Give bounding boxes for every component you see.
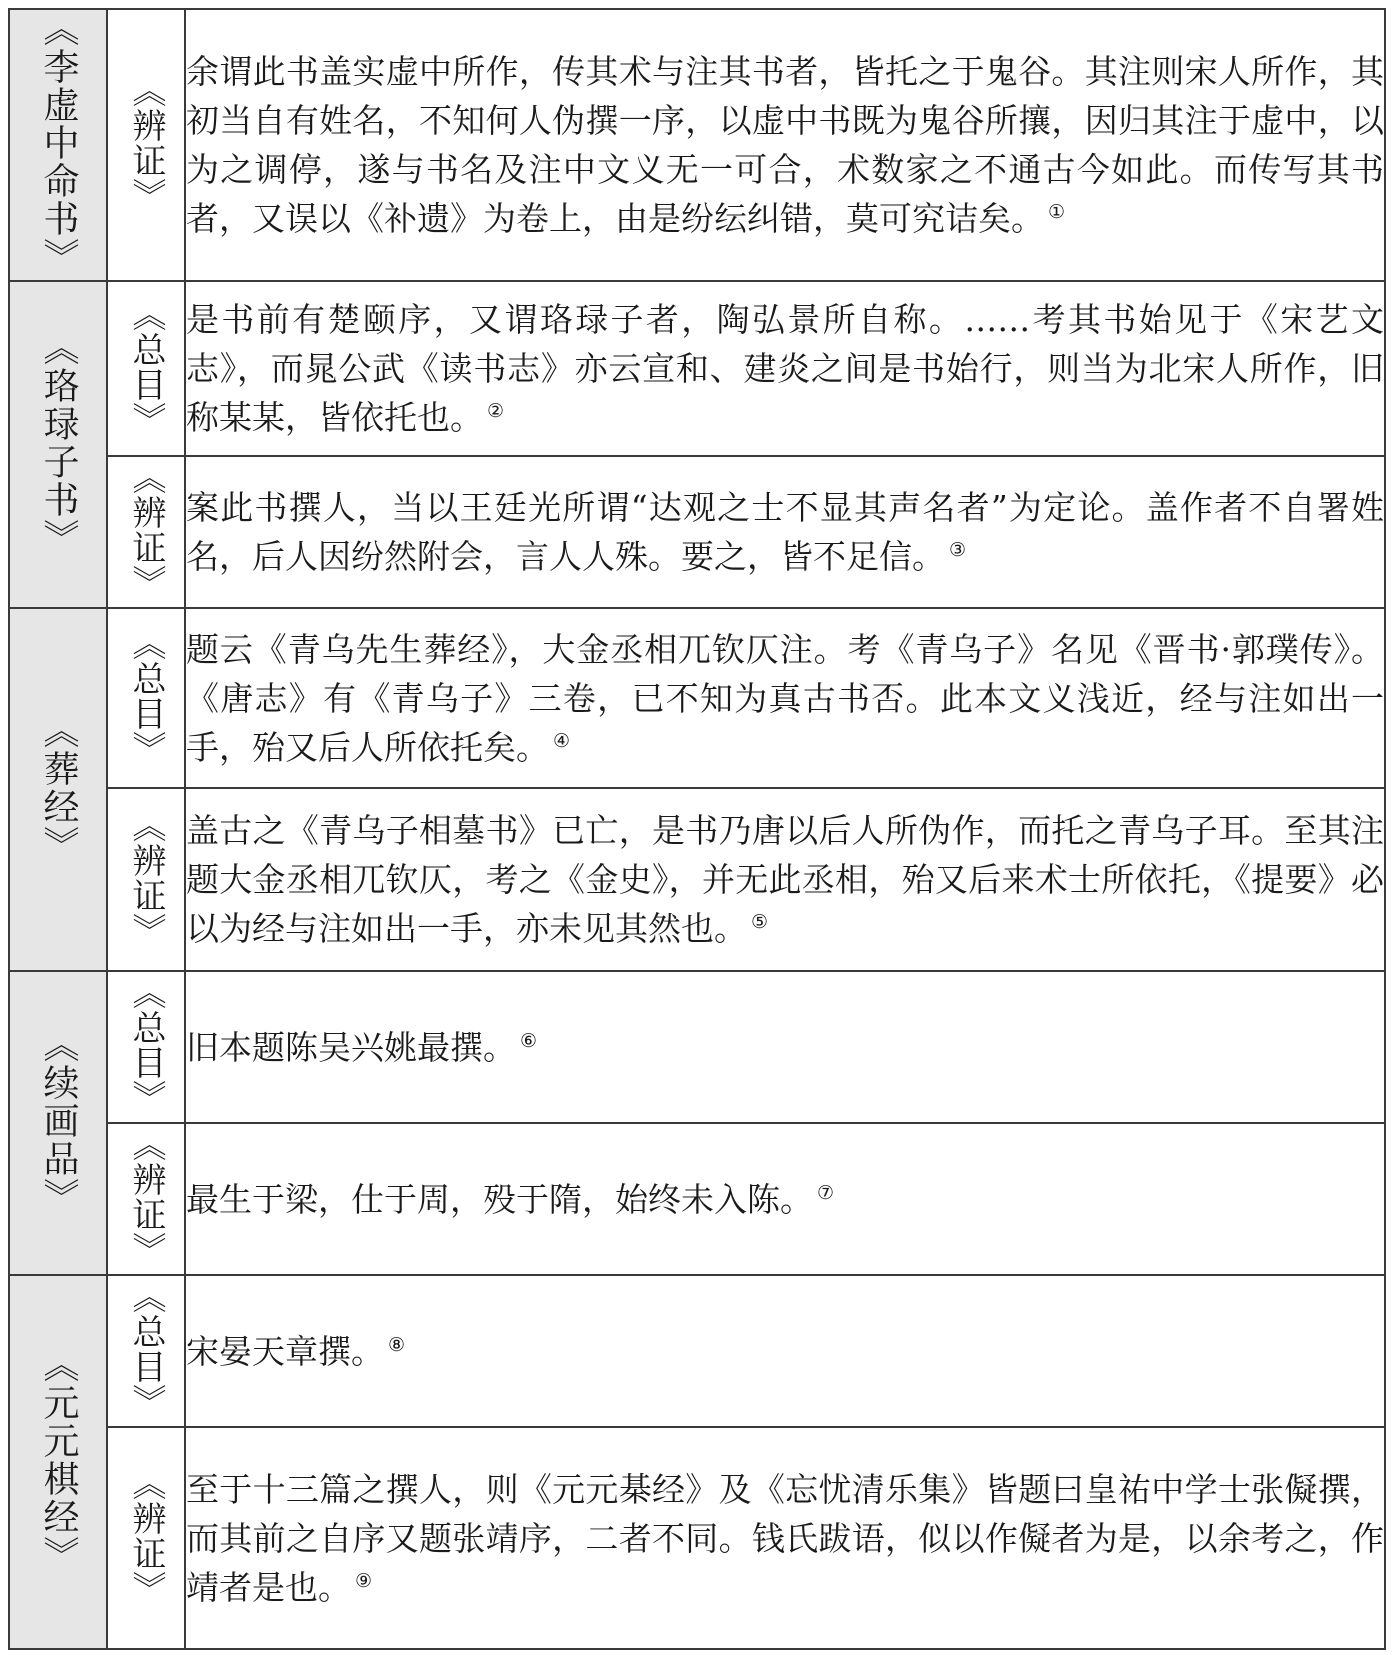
footnote-marker: ⑨ <box>355 1569 373 1592</box>
table-row <box>9 788 1385 971</box>
comparison-table <box>8 8 1386 1650</box>
book-title: 《李虚中命书》 <box>38 10 79 276</box>
quote-cell <box>185 281 1385 456</box>
footnote-marker: ① <box>1048 201 1066 223</box>
source-cell <box>107 971 185 1123</box>
book-title-cell <box>9 971 107 1275</box>
source-label: 《总目》 <box>126 975 166 1115</box>
quote-cell <box>185 1427 1385 1649</box>
book-title: 《元元棋经》 <box>38 1346 79 1574</box>
book-title-cell <box>9 608 107 971</box>
book-title-cell <box>9 9 107 281</box>
table-row <box>9 608 1385 788</box>
quote-text: 最生于梁，仕于周，殁于隋，始终未入陈。 <box>186 1179 813 1219</box>
source-label: 《辨证》 <box>126 73 166 213</box>
source-cell <box>107 456 185 608</box>
footnote-marker: ⑤ <box>751 911 769 933</box>
quote-text: 至于十三篇之撰人，则《元元棊经》及《忘忧清乐集》皆题曰皇祐中学士张儗撰，而其前之自序又题张靖序，二者不同。钱氏跋语，似以作儗者为是，以余考之，作靖者是也。 <box>186 1469 1384 1607</box>
quote-text: 宋晏天章撰。 <box>186 1331 384 1371</box>
book-title: 《续画品》 <box>38 1026 79 1216</box>
book-title: 《珞琭子书》 <box>38 328 79 557</box>
book-title: 《葬经》 <box>38 711 79 864</box>
quote-text: 案此书撰人，当以王廷光所谓“达观之士不显其声名者”为定论。盖作者不自署姓名，后人因纷然附会，言人人殊。要之，皆不足信。 <box>186 488 1384 576</box>
table-row <box>9 1123 1385 1275</box>
source-label: 《总目》 <box>126 296 166 437</box>
footnote-marker: ② <box>487 400 505 422</box>
table-row <box>9 1427 1385 1649</box>
source-cell <box>107 1427 185 1649</box>
source-label: 《总目》 <box>126 626 166 766</box>
quote-text: 盖古之《青乌子相墓书》已亡，是书乃唐以后人所伪作，而托之青乌子耳。至其注题大金丞相兀钦仄，考之《金史》，并无此丞相，殆又后来术士所依托，《提要》必以为经与注如出一手，亦未见其然也。 <box>186 811 1384 948</box>
quote-text: 余谓此书盖实虚中所作，传其术与注其书者，皆托之于鬼谷。其注则宋人所作，其初当自有姓名，不知何人伪撰一序，以虚中书既为鬼谷所攘，因归其注于虚中，以为之调停，遂与书名及注中文义无一可合，术数家之不通古今如此。而传写其书者，又误以《补遗》为卷上，由是纷纭纠错，莫可究诘矣。 <box>186 52 1384 238</box>
source-cell <box>107 1275 185 1427</box>
table-row <box>9 456 1385 608</box>
footnote-marker: ③ <box>949 539 967 561</box>
table-row <box>9 1275 1385 1427</box>
footnote-marker: ④ <box>553 729 571 752</box>
footnote-marker: ⑥ <box>520 1029 538 1052</box>
table-row <box>9 281 1385 456</box>
quote-cell <box>185 1275 1385 1427</box>
source-label: 《辨证》 <box>126 460 166 600</box>
source-cell <box>107 608 185 788</box>
source-cell <box>107 281 185 456</box>
quote-cell <box>185 9 1385 281</box>
quote-text: 题云《青乌先生葬经》，大金丞相兀钦仄注。考《青乌子》名见《晋书·郭璞传》。《唐志》有《青乌子》三卷，已不知为真古书否。此本文义浅近，经与注如出一手，殆又后人所依托矣。 <box>186 629 1384 767</box>
quote-cell <box>185 608 1385 788</box>
book-title-cell <box>9 281 107 608</box>
source-label: 《辨证》 <box>126 1127 166 1267</box>
source-cell <box>107 9 185 281</box>
source-label: 《辨证》 <box>126 1466 166 1606</box>
quote-cell <box>185 1123 1385 1275</box>
footnote-marker: ⑧ <box>388 1333 406 1356</box>
table-row <box>9 971 1385 1123</box>
quote-cell <box>185 971 1385 1123</box>
table-row <box>9 9 1385 281</box>
source-label: 《总目》 <box>126 1279 166 1419</box>
quote-text: 旧本题陈吴兴姚最撰。 <box>186 1027 516 1067</box>
quote-cell <box>185 788 1385 971</box>
source-cell <box>107 1123 185 1275</box>
quote-cell <box>185 456 1385 608</box>
source-label: 《辨证》 <box>126 807 166 948</box>
quote-text: 是书前有楚颐序，又谓珞琭子者，陶弘景所自称。……考其书始见于《宋艺文志》，而晁公武《读书志》亦云宣和、建炎之间是书始行，则当为北宋人所作，旧称某某，皆依托也。 <box>186 300 1384 437</box>
book-title-cell <box>9 1275 107 1649</box>
footnote-marker: ⑦ <box>817 1181 835 1204</box>
source-cell <box>107 788 185 971</box>
